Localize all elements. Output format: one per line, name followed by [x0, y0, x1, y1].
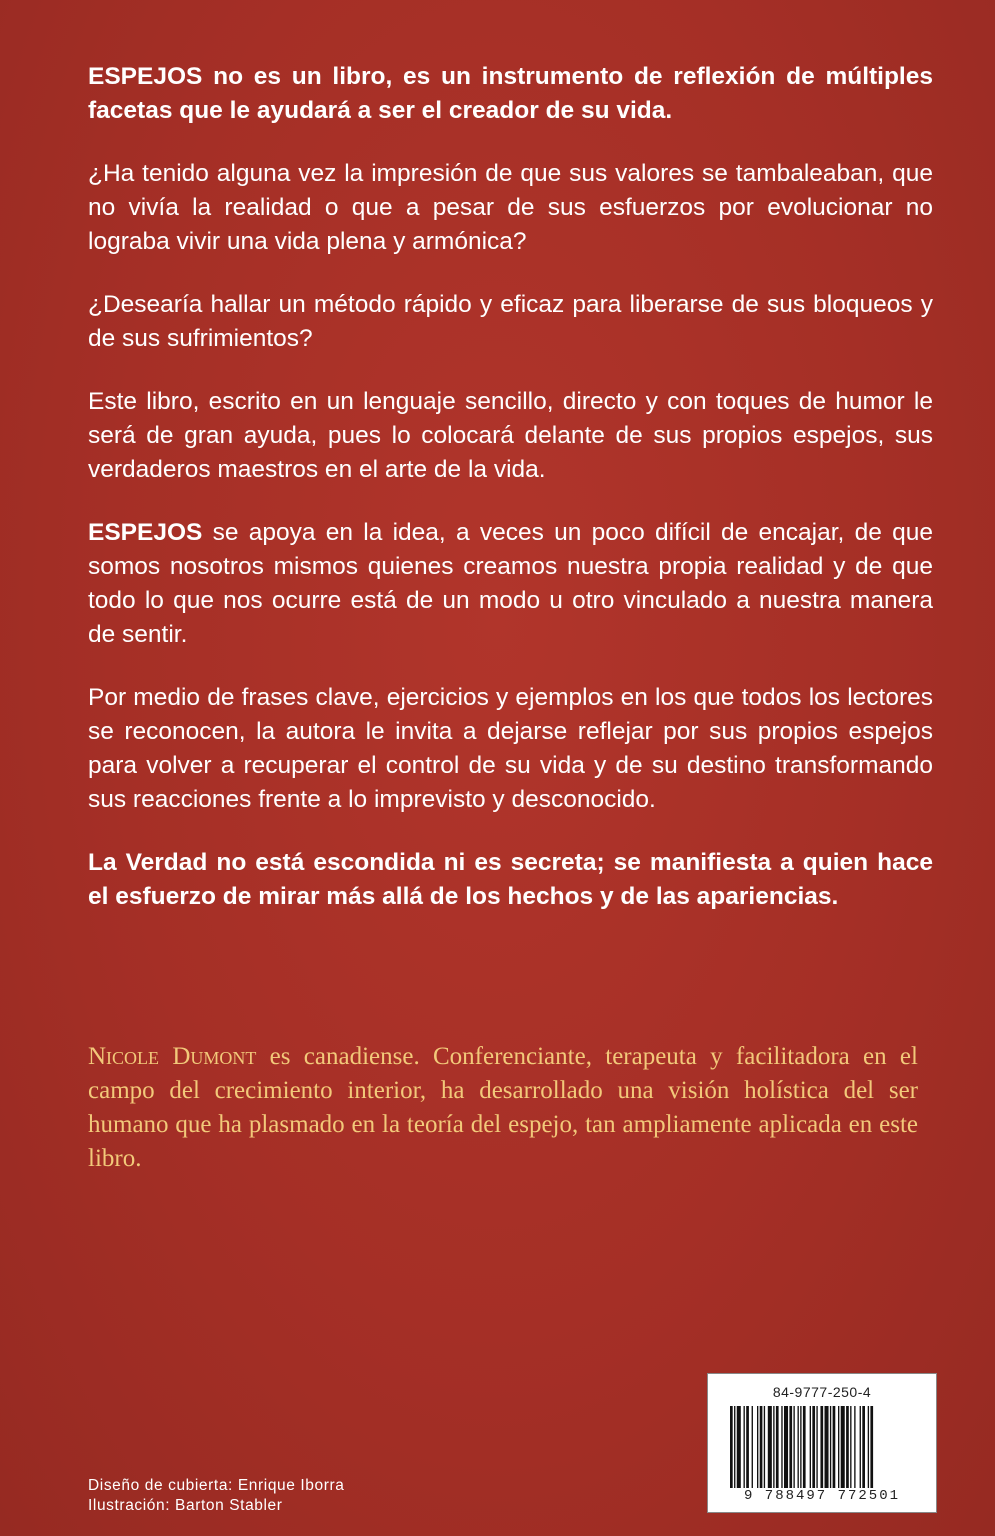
illustration-credit: Ilustración: Barton Stabler [88, 1497, 283, 1514]
author-bio [88, 1040, 918, 1176]
blurb-p1-rest: no es un libro, es un instrumento de reflexión de múltiples facetas que le ayudará a ser el creador de su vida. [88, 63, 933, 124]
barcode-bar [744, 1406, 745, 1488]
barcode-bar [860, 1406, 861, 1488]
barcode-bar [854, 1406, 855, 1488]
isbn-barcode [707, 1373, 937, 1513]
barcode-bar [862, 1406, 865, 1488]
title-strong-2: ESPEJOS [88, 519, 203, 546]
barcode-bar [846, 1406, 849, 1488]
barcode-bar [850, 1406, 851, 1488]
barcode-bar [793, 1406, 794, 1488]
barcode-bar [841, 1406, 845, 1488]
barcode-bar [752, 1406, 753, 1488]
blurb-paragraph-3: ¿Desearía hallar un método rápido y eficaz para liberarse de sus bloqueos y de sus sufrimientos? [88, 291, 933, 352]
blurb-paragraph-5 [88, 516, 933, 652]
barcode-bar [760, 1406, 763, 1488]
barcode-bar [734, 1406, 735, 1488]
barcode-bar [868, 1406, 869, 1488]
barcode-bar [830, 1406, 831, 1488]
barcode-bar [764, 1406, 765, 1488]
title-strong: ESPEJOS [88, 63, 203, 90]
barcode-bar [730, 1406, 733, 1488]
barcode-bar [800, 1406, 801, 1488]
barcode-bar [833, 1406, 836, 1488]
blurb-paragraph-2: ¿Ha tenido alguna vez la impresión de que sus valores se tambaleaban, que no vivía la realidad o que a pesar de sus esfuerzos por evolucionar no lograba vivir una vida plena y armónica? [88, 160, 933, 255]
blurb-paragraph-6: Por medio de frases clave, ejercicios y ejemplos en los que todos los lectores se reconocen, la autora le invita a dejarse reflejar por sus propios espejos para volver a recuperar el control de su vida y de su destino transformando sus reacciones frente a lo imprevisto y desconocido. [88, 684, 933, 813]
author-bio-text: es canadiense. Conferenciante, terapeuta y facilitadora en el campo del crecimiento interior, ha desarrollado una visión holística del ser humano que ha plasmado en la teoría del espejo, tan ampliamente aplicada en este libro. [88, 1043, 918, 1172]
barcode-bar [825, 1406, 829, 1488]
barcode-bar [870, 1406, 873, 1488]
cover-credits [88, 1476, 344, 1516]
barcode-bar [820, 1406, 823, 1488]
barcode-bars [730, 1406, 920, 1488]
blurb-text [88, 60, 933, 943]
barcode-bar [810, 1406, 811, 1488]
barcode-bar [784, 1406, 788, 1488]
barcode-bar [816, 1406, 817, 1488]
cover-design-credit: Diseño de cubierta: Enrique Iborra [88, 1477, 345, 1494]
barcode-bar [838, 1406, 839, 1488]
barcode-bar [789, 1406, 792, 1488]
barcode-bar [798, 1406, 799, 1488]
blurb-paragraph-1 [88, 60, 933, 128]
barcode-bar [781, 1406, 782, 1488]
barcode-bar [768, 1406, 772, 1488]
blurb-paragraph-4: Este libro, escrito en un lenguaje sencillo, directo y con toques de humor le será de gran ayuda, pues lo colocará delante de sus propios espejos, sus verdaderos maestros en el arte de la vida. [88, 388, 933, 483]
blurb-paragraph-7: La Verdad no está escondida ni es secreta; se manifiesta a quien hace el esfuerzo de mirar más allá de los hechos y de las apariencias. [88, 849, 933, 910]
barcode-bar [773, 1406, 774, 1488]
barcode-bar [803, 1406, 806, 1488]
barcode-bar [737, 1406, 741, 1488]
blurb-p5-rest: se apoya en la idea, a veces un poco difícil de encajar, de que somos nosotros mismos quienes creamos nuestra propia realidad y de que todo lo que nos ocurre está de un modo u otro vinculado a nuestra manera de sentir. [88, 519, 933, 648]
ean-13-label: 9 788497 772501 [743, 1488, 901, 1504]
barcode-bar [746, 1406, 749, 1488]
barcode-bar [812, 1406, 815, 1488]
isbn-10-label: 84-9777-250-4 [772, 1384, 872, 1400]
author-name: Nicole Dumont [88, 1043, 257, 1070]
barcode-bar [776, 1406, 779, 1488]
barcode-bar [757, 1406, 758, 1488]
